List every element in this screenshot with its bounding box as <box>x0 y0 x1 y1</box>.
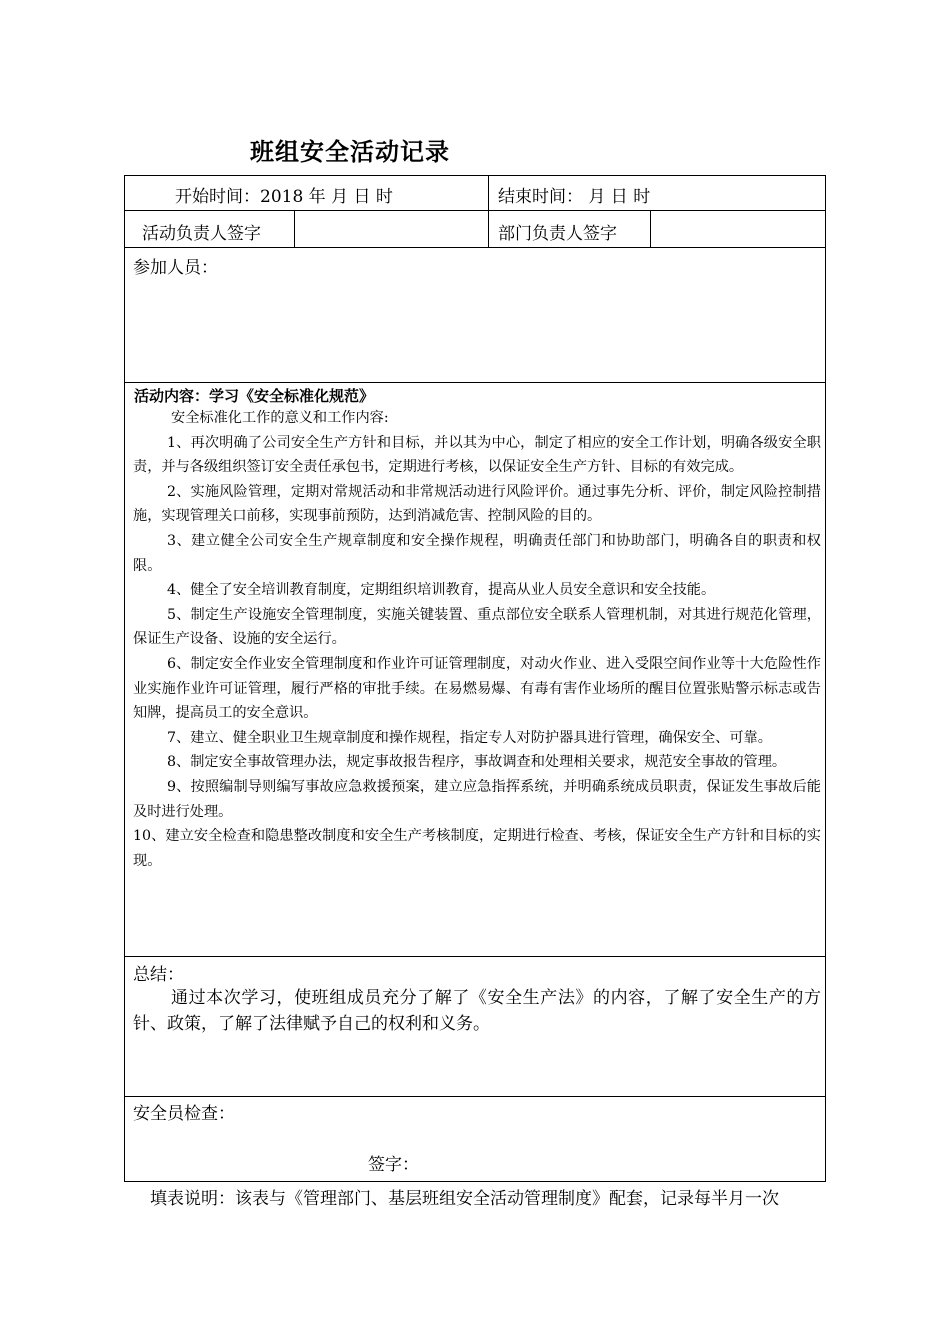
column-divider <box>294 210 295 247</box>
row-divider <box>124 247 826 248</box>
row-divider <box>124 1096 826 1097</box>
participants-label: 参加人员： <box>133 258 218 278</box>
form-instructions: 填表说明：该表与《管理部门、基层班组安全活动管理制度》配套，记录每半月一次 <box>150 1189 779 1209</box>
activity-intro: 安全标准化工作的意义和工作内容: <box>171 410 389 426</box>
row-divider <box>124 210 826 211</box>
summary-text: 通过本次学习，使班组成员充分了解了《安全生产法》的内容，了解了安全生产的方针、政策，了解了法律赋予自己的权利和义务。 <box>133 988 821 1034</box>
activity-content <box>133 406 821 873</box>
row-divider <box>124 382 826 383</box>
activity-item: 5、制定生产设施安全管理制度，实施关键装置、重点部位安全联系人管理机制，对其进行规范化管理，保证生产设备、设施的安全运行。 <box>133 606 821 648</box>
document-title: 班组安全活动记录 <box>250 138 450 166</box>
activity-item: 7、建立、健全职业卫生规章制度和操作规程，指定专人对防护器具进行管理，确保安全、可靠。 <box>167 729 772 746</box>
safety-check-label: 安全员检查： <box>133 1104 235 1124</box>
summary-label: 总结： <box>133 965 184 985</box>
activity-item: 8、制定安全事故管理办法，规定事故报告程序，事故调查和处理相关要求，规范安全事故的管理。 <box>167 754 787 771</box>
activity-item: 2、实施风险管理，定期对常规活动和非常规活动进行风险评价。通过事先分析、评价，制定风险控制措施，实现管理关口前移，实现事前预防，达到消减危害、控制风险的目的。 <box>133 483 821 525</box>
column-divider <box>488 175 489 247</box>
activity-heading: 活动内容：学习《安全标准化规范》 <box>134 387 375 405</box>
signature-label: 签字： <box>368 1155 419 1175</box>
activity-item: 10、建立安全检查和隐患整改制度和安全生产考核制度，定期进行检查、考核，保证安全生产方针和目标的实现。 <box>133 828 821 869</box>
activity-item: 3、建立健全公司安全生产规章制度和安全操作规程，明确责任部门和协助部门，明确各自的职责和权限。 <box>133 532 821 574</box>
activity-item: 4、健全了安全培训教育制度，定期组织培训教育，提高从业人员安全意识和安全技能。 <box>167 582 716 599</box>
start-time-field: 开始时间：2018 年 月 日 时 <box>175 187 393 207</box>
activity-item: 9、按照编制导则编写事故应急救援预案，建立应急指挥系统，并明确系统成员职责，保证发生事故后能及时进行处理。 <box>133 778 821 820</box>
row-divider <box>124 956 826 957</box>
activity-item: 1、再次明确了公司安全生产方针和目标，并以其为中心，制定了相应的安全工作计划，明确各级安全职责，并与各级组织签订安全责任承包书，定期进行考核，以保证安全生产方针、目标的有效完成。 <box>133 434 821 476</box>
end-time-field: 结束时间： 月 日 时 <box>498 187 651 207</box>
activity-item: 6、制定安全作业安全管理制度和作业许可证管理制度，对动火作业、进入受限空间作业等十大危险性作业实施作业许可证管理，履行严格的审批手续。在易燃易爆、有毒有害作业场所的醒目位置张贴警示标志或告知牌，提高员工的安全意识。 <box>133 655 821 722</box>
column-divider <box>650 210 651 247</box>
activity-leader-sign-label: 活动负责人签字 <box>142 224 261 244</box>
dept-leader-sign-label: 部门负责人签字 <box>498 224 617 244</box>
